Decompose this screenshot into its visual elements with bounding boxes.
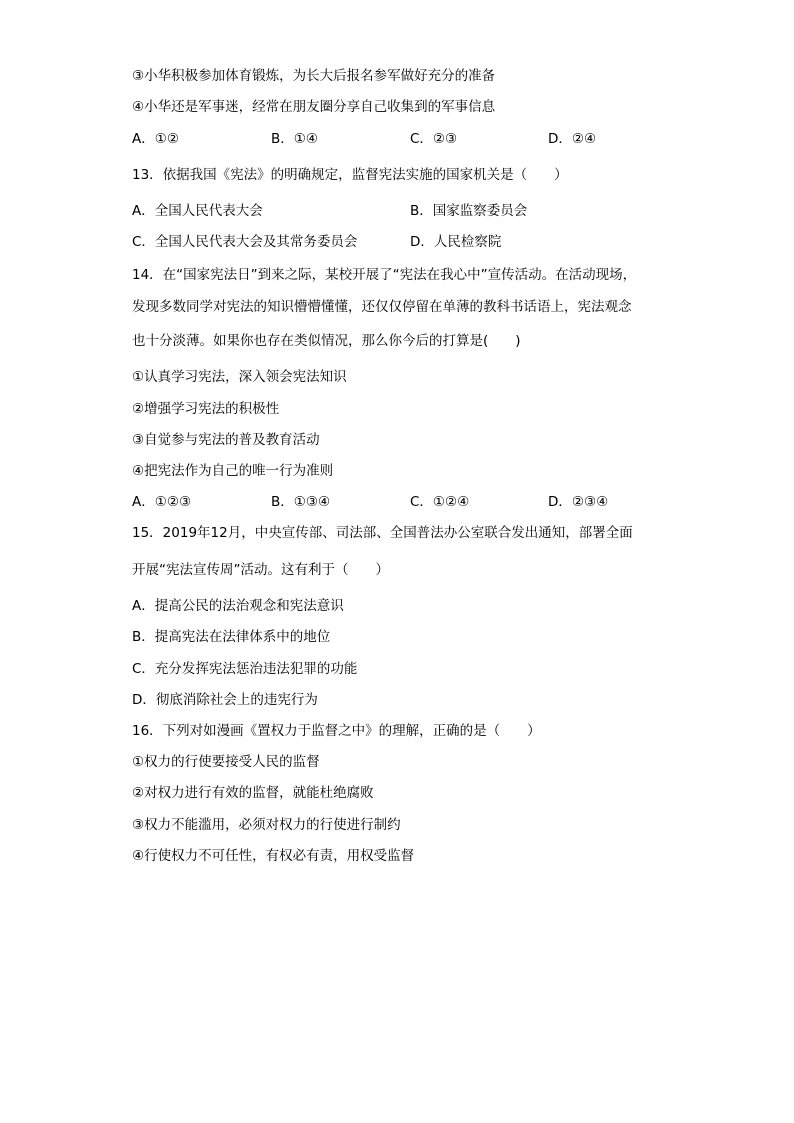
q12-option-c: C．②③ (410, 131, 458, 147)
q16-statement-2: ②对权力进行有效的监督，就能杜绝腐败 (132, 785, 374, 801)
q14-question-line-2: 发现多数同学对宪法的知识懵懵懂懂，还仅仅停留在单薄的教科书话语上，宪法观念 (132, 299, 632, 315)
q15-question-line-2: 开展“宪法宣传周”活动。这有利于（ ） (132, 562, 389, 578)
q14-statement-2: ②增强学习宪法的积极性 (132, 401, 280, 417)
q12-option-d: D．②④ (548, 131, 597, 147)
q12-statement-4: ④小华还是军事迷，经常在朋友圈分享自己收集到的军事信息 (132, 99, 496, 115)
q15-question-line-1: 15．2019年12月，中央宣传部、司法部、全国普法办公室联合发出通知，部署全面 (132, 525, 633, 541)
q14-question-line-3: 也十分淡薄。如果你也存在类似情况，那么你今后的打算是( ) (132, 333, 521, 349)
q14-option-b: B．①③④ (271, 494, 331, 510)
q14-statement-4: ④把宪法作为自己的唯一行为准则 (132, 463, 334, 479)
q16-statement-3: ③权力不能滥用，必须对权力的行使进行制约 (132, 817, 401, 833)
q14-question-line-1: 14．在“国家宪法日”到来之际，某校开展了“宪法在我心中”宣传活动。在活动现场， (132, 267, 637, 283)
q15-option-d: D．彻底消除社会上的违宪行为 (132, 692, 318, 708)
q12-option-b: B．①④ (271, 131, 318, 147)
q15-option-a: A．提高公民的法治观念和宪法意识 (132, 598, 344, 614)
q13-option-c: C．全国人民代表大会及其常务委员会 (132, 234, 358, 250)
q15-option-b: B．提高宪法在法律体系中的地位 (132, 629, 331, 645)
q16-statement-4: ④行使权力不可任性，有权必有责，用权受监督 (132, 848, 415, 864)
q16-question: 16．下列对如漫画《置权力于监督之中》的理解，正确的是（ ） (132, 723, 541, 739)
q14-option-d: D．②③④ (548, 494, 609, 510)
q14-statement-3: ③自觉参与宪法的普及教育活动 (132, 432, 320, 448)
q14-statement-1: ①认真学习宪法，深入领会宪法知识 (132, 369, 347, 385)
q13-option-d: D．人民检察院 (410, 234, 502, 250)
q12-statement-3: ③小华积极参加体育锻炼，为长大后报名参军做好充分的准备 (132, 68, 496, 84)
q12-option-a: A．①② (132, 131, 179, 147)
q14-option-a: A．①②③ (132, 494, 192, 510)
q15-option-c: C．充分发挥宪法惩治违法犯罪的功能 (132, 661, 358, 677)
q13-option-b: B．国家监察委员会 (410, 203, 528, 219)
q13-question: 13．依据我国《宪法》的明确规定，监督宪法实施的国家机关是（ ） (132, 167, 568, 183)
q16-statement-1: ①权力的行使要接受人民的监督 (132, 754, 320, 770)
q13-option-a: A．全国人民代表大会 (132, 203, 263, 219)
q14-option-c: C．①②④ (410, 494, 470, 510)
